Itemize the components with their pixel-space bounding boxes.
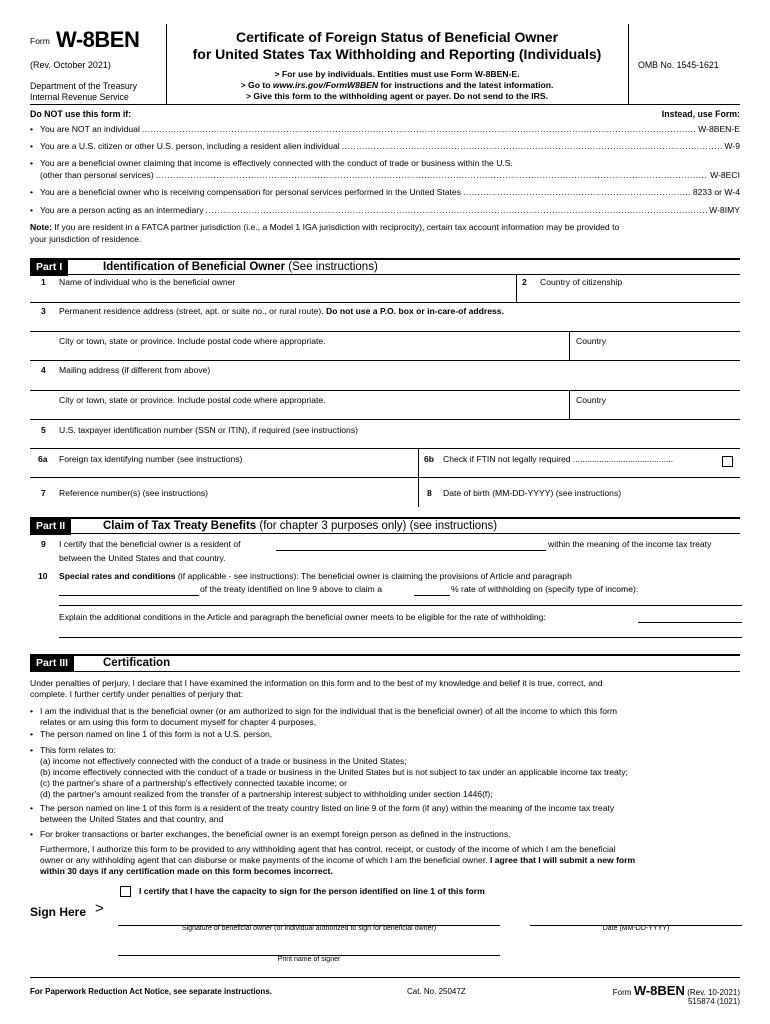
authorization-text: Furthermore, I authorize this form to be provided to any withholding agent that has control, receipt, or custody of the income of which I am the beneficial (40, 844, 616, 854)
sign-here-label: Sign Here (30, 905, 87, 919)
cert-bullet-3a: (a) income not effectively connected with the conduct of a trade or business in the United States; (40, 756, 407, 766)
cert-bullet-1-cont: relates or am using this form to document myself for chapter 4 purposes, (40, 717, 317, 727)
line-1-label: Name of individual who is the beneficial owner (59, 277, 236, 287)
fatca-note: Note: If you are resident in a FATCA partner jurisdiction (i.e., a Model 1 IGA jurisdiction with reciprocity), certain tax account information may be provided to (30, 222, 620, 232)
fatca-note-cont: your jurisdiction of residence. (30, 234, 142, 244)
form-name: W-8BEN (56, 27, 140, 52)
exclusion-row: • You are NOT an individual ..... W-8BEN-E (30, 124, 740, 135)
line-6a-label: Foreign tax identifying number (see instructions) (59, 454, 243, 464)
exclusion-row: • You are a U.S. citizen or other U.S. person, including a resident alien individual ..... W-9 (30, 141, 740, 152)
capacity-checkbox[interactable] (120, 886, 131, 897)
part-1-title: Identification of Beneficial Owner (See instructions) (103, 261, 378, 273)
cert-bullet-2: • The person named on line 1 of this form is not a U.S. person, (30, 729, 273, 739)
part-3-title: Certification (103, 657, 171, 669)
line-10-text-3: Explain the additional conditions in the Article and paragraph the beneficial owner meets to be eligible for the rate of withholding: (59, 612, 546, 622)
instruction-2: > Go to www.irs.gov/FormW8BEN for instructions and the latest information. (240, 80, 554, 90)
city-label-2: City or town, state or province. Include postal code where appropriate. (59, 395, 326, 405)
certification-text: Under penalties of perjury, I declare that I have examined the information on this form and to the best of my knowledge and belief it is true, correct, and complete. I further certify under penalties of perjury that: (30, 678, 603, 699)
line-7-label: Reference number(s) (see instructions) (59, 488, 209, 498)
signature-caption: Signature of beneficial owner (or individual authorized to sign for beneficial owner) (181, 925, 437, 932)
line-8-label: Date of birth (MM-DD-YYYY) (see instructions) (443, 488, 622, 498)
exclusion-row-cont: (other than personal services) ..... W-8ECI (30, 170, 740, 181)
omb-number: OMB No. 1545-1621 (638, 60, 719, 70)
citizenship-input[interactable] (540, 288, 740, 302)
city-label: City or town, state or province. Include postal code where appropriate. (59, 336, 326, 346)
print-name-caption: Print name of signer (277, 956, 341, 963)
cert-bullet-4: • The person named on line 1 of this form is a resident of the treaty country listed on line 9 of the form (if any) within the meaning of the income tax treaty (30, 803, 615, 813)
paperwork-notice: For Paperwork Reduction Act Notice, see separate instructions. (30, 987, 272, 996)
footer-code: 515874 (1021) (687, 997, 740, 1006)
line-10-text: Special rates and conditions (if applicable - see instructions): The beneficial owner is claiming the provisions of Article and paragraph (59, 571, 572, 581)
exclusion-row: • You are a person acting as an intermediary ..... W-8IMY (30, 205, 740, 216)
cert-bullet-3: • This form relates to: (30, 745, 116, 755)
line-4-label: Mailing address (if different from above) (59, 365, 211, 375)
name-input[interactable] (59, 288, 509, 302)
exclusion-row: • You are a beneficial owner claiming that income is effectively connected with the conduct of trade or business within the U.S. (30, 158, 513, 168)
country-label-2: Country (576, 395, 607, 405)
line-10-text-2a: of the treaty identified on line 9 above to claim a (200, 584, 383, 594)
line-5-label: U.S. taxpayer identification number (SSN or ITIN), if required (see instructions) (59, 425, 358, 435)
line-10-text-2b: % rate of withholding on (specify type of income): (451, 584, 639, 594)
country-label: Country (576, 336, 607, 346)
department: Department of the Treasury (30, 81, 138, 91)
line-9-text-cont: within the meaning of the income tax treaty (548, 539, 712, 549)
cert-bullet-3c: (c) the partner's share of a partnership's effectively connected taxable income; or (40, 778, 347, 788)
cat-number: Cat. No. 25047Z (407, 987, 466, 996)
part-1-tag: Part I (30, 259, 68, 276)
form-revision: (Rev. October 2021) (30, 60, 111, 70)
capacity-label: I certify that I have the capacity to sign for the person identified on line 1 of this form (139, 886, 485, 896)
irs-url-link[interactable]: www.irs.gov/FormW8BEN (272, 80, 379, 90)
sign-arrow-icon: > (95, 900, 104, 917)
part-3-tag: Part III (30, 655, 74, 672)
rate-input[interactable] (414, 595, 450, 596)
part-2-title: Claim of Tax Treaty Benefits (for chapter 3 purposes only) (see instructions) (103, 520, 498, 532)
line-6b-label: Check if FTIN not legally required .......................................... (443, 454, 674, 464)
conditions-input-2[interactable] (59, 637, 742, 638)
income-type-input[interactable] (59, 605, 742, 606)
part-2-tag: Part II (30, 518, 71, 535)
authorization-text-3: within 30 days if any certification made on this form becomes incorrect. (40, 866, 333, 876)
agency: Internal Revenue Service (30, 92, 129, 102)
line-9-text-2: between the United States and that country. (59, 553, 226, 563)
residence-address-input[interactable] (59, 318, 739, 330)
form-title: Certificate of Foreign Status of Beneficial Owner (235, 29, 559, 45)
instruction-1: > For use by individuals. Entities must use Form W-8BEN-E. (274, 69, 520, 79)
footer-form-ref: Form W-8BEN (Rev. 10-2021) (612, 983, 740, 998)
mailing-address-input[interactable] (59, 377, 739, 389)
conditions-input[interactable] (638, 622, 742, 623)
article-paragraph-input[interactable] (59, 595, 199, 596)
cert-bullet-4-cont: between the United States and that country, and (40, 814, 224, 824)
cert-bullet-5: • For broker transactions or barter exchanges, the beneficial owner is an exempt foreign person as defined in the instructions. (30, 829, 511, 839)
instead-use-heading: Instead, use Form: (661, 109, 740, 119)
form-title-line2: for United States Tax Withholding and Reporting (Individuals) (192, 46, 602, 62)
treaty-country-input[interactable] (276, 550, 546, 551)
cert-bullet-3b: (b) income effectively connected with the conduct of a trade or business in the United States but is not subject to tax under an applicable income tax treaty; (40, 767, 628, 777)
date-caption: Date (MM-DD-YYYY) (602, 925, 670, 932)
ftin-not-required-checkbox[interactable] (722, 456, 733, 467)
do-not-use-heading: Do NOT use this form if: (30, 109, 132, 119)
exclusion-row: • You are a beneficial owner who is receiving compensation for personal services performed in the United States ..... 8233 or W-4 (30, 187, 740, 198)
form-label: Form (30, 36, 50, 46)
line-9-text: I certify that the beneficial owner is a resident of (59, 539, 241, 549)
authorization-text-2: owner or any withholding agent that can disburse or make payments of the income of which I am the beneficial owner. I agree that I will submit a new form (40, 855, 636, 865)
instruction-3: > Give this form to the withholding agent or payer. Do not send to the IRS. (246, 91, 548, 101)
cert-bullet-1: • I am the individual that is the beneficial owner (or am authorized to sign for the individual that is the beneficial owner) of all the income to which this form (30, 706, 618, 716)
line-3-label: Permanent residence address (street, apt. or suite no., or rural route). Do not use a P.O. box or in-care-of address. (59, 306, 504, 316)
cert-bullet-3d: (d) the partner's amount realized from the transfer of a partnership interest subject to withholding under section 1446(f); (40, 789, 493, 799)
line-2-label: Country of citizenship (540, 277, 623, 287)
